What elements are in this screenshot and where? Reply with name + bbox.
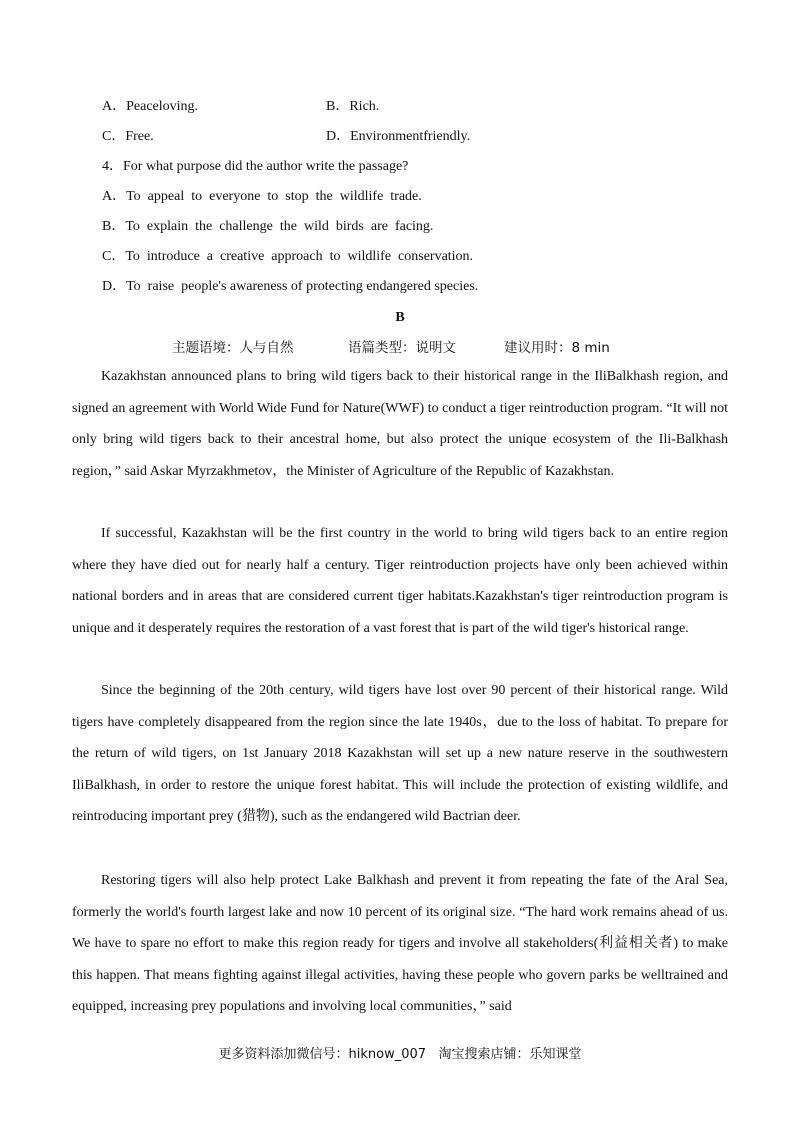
passage-paragraph-3: Since the beginning of the 20th century, wild tigers have lost over 90 percent of their historical range. Wild tigers have completely disappeared from the region since the late 1940s，due to the loss of habitat. To prepare for the return of wild tigers, on 1st January 2018 Kazakhstan will set up a new nature reserve in the southwestern IliBalkhash, in order to restore the unique forest habitat. This will include the protection of existing wildlife, and reintroducing important prey (猎物), such as the endangered wild Bactrian deer. [72, 683, 728, 825]
q3-option-d: D．Environmentfriendly. [326, 129, 471, 144]
q4-option-a: A．To appeal to everyone to stop the wildlife trade. [102, 189, 422, 204]
q3-option-b: B．Rich. [326, 99, 380, 114]
theme-context: 主题语境：人与自然 [172, 340, 294, 356]
q4-prompt: 4．For what purpose did the author write the passage? [102, 159, 409, 174]
section-title: B [395, 310, 405, 325]
suggested-time: 建议用时：8 min [504, 340, 610, 356]
q4-option-c: C．To introduce a creative approach to wildlife conservation. [102, 249, 474, 264]
q3-option-a: A．Peaceloving. [102, 99, 199, 114]
passage-paragraph-1: Kazakhstan announced plans to bring wild tigers back to their historical range in the IliBalkhash region, and signed an agreement with World Wide Fund for Nature(WWF) to conduct a tiger reintroduction program. “It will not only bring wild tigers back to their ancestral home, but also protect the unique ecosystem of the Ili-Balkhash region，” said Askar Myrzakhmetov，the Minister of Agriculture of the Republic of Kazakhstan. [72, 369, 728, 479]
page-footer: 更多资料添加微信号：hiknow_007 淘宝搜索店铺：乐知课堂 [218, 1047, 582, 1062]
section-meta [172, 338, 610, 358]
q3-option-c: C．Free. [102, 129, 154, 144]
passage-paragraph-4: Restoring tigers will also help protect Lake Balkhash and prevent it from repeating the fate of the Aral Sea, formerly the world's fourth largest lake and now 10 percent of its original size. “The hard work remains ahead of us. We have to spare no effort to make this region ready for tigers and involve all stakeholders(利益相关者) to make this happen. That means fighting against illegal activities, having these people who govern parks be welltrained and equipped, increasing prey populations and involving local communities，” said [72, 873, 728, 1015]
passage-paragraph-2: If successful, Kazakhstan will be the first country in the world to bring wild tigers back to an entire region where they have died out for nearly half a century. Tiger reintroduction projects have only been achieved within national borders and in areas that are considered current tiger habitats.Kazakhstan's tiger reintroduction program is unique and it desperately requires the restoration of a vast forest that is part of the wild tiger's historical range. [72, 526, 728, 636]
text-genre: 语篇类型：说明文 [348, 340, 456, 356]
q4-option-b: B．To explain the challenge the wild birds are facing. [102, 219, 434, 234]
q4-option-d: D．To raise people's awareness of protecting endangered species. [102, 279, 479, 294]
